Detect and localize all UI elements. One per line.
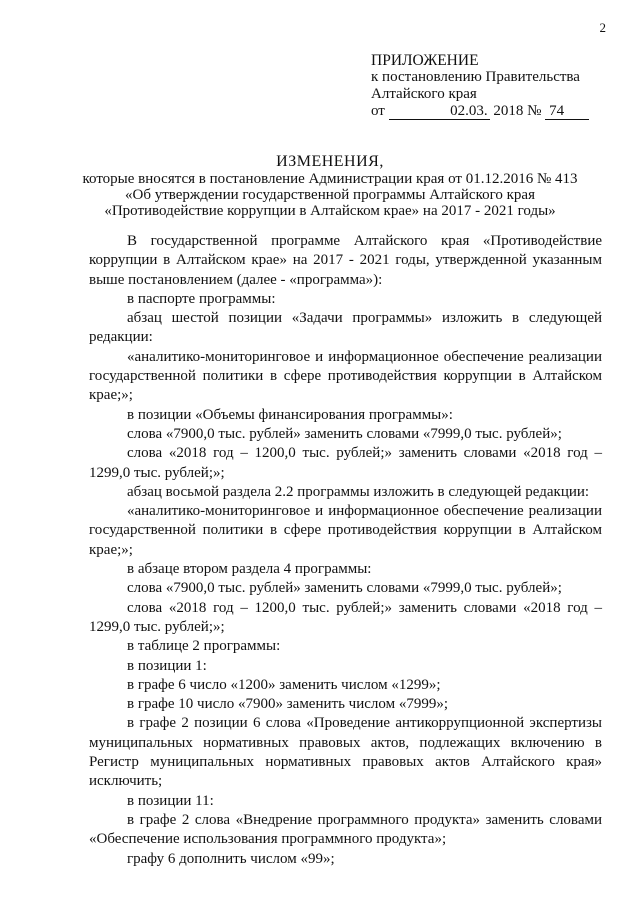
paragraph: в графе 2 слова «Внедрение программного продукта» заменить словами «Обеспечение использования программного продукта»;: [89, 811, 602, 848]
paragraph: слова «2018 год – 1200,0 тыс. рублей;» заменить словами «2018 год – 1299,0 тыс. рублей;»;: [89, 445, 602, 481]
paragraph: слова «7900,0 тыс. рублей» заменить словами «7999,0 тыс. рублей»;: [127, 425, 562, 442]
heading-line: «Противодействие коррупции в Алтайском крае» на 2017 - 2021 годы»: [104, 203, 556, 219]
date-prefix: от: [371, 103, 385, 119]
heading-line: которые вносятся в постановление Администрации края от 01.12.2016 № 413: [82, 171, 578, 187]
paragraph: В государственной программе Алтайского края «Противодействие коррупции в Алтайском крае» на 2017 - 2021 годы, утвержденной указанным выше постановлением (далее - «программа»):: [89, 233, 602, 288]
document-heading: [70, 154, 590, 219]
appendix-line: Алтайского края: [371, 86, 477, 102]
document-number: 74: [545, 104, 589, 120]
appendix-block: [371, 52, 589, 120]
paragraph: в абзаце втором раздела 4 программы:: [127, 561, 372, 578]
appendix-title: ПРИЛОЖЕНИЕ: [371, 52, 479, 69]
date-value: 02.03.: [389, 104, 490, 120]
appendix-line: к постановлению Правительства: [371, 69, 580, 85]
paragraph: в позиции 1:: [127, 657, 207, 674]
paragraph: слова «7900,0 тыс. рублей» заменить словами «7999,0 тыс. рублей»;: [127, 580, 562, 597]
paragraph: в графе 2 позиции 6 слова «Проведение антикоррупционной экспертизы муниципальных нормативных правовых актов, подлежащих включению в Регистр муниципальных нормативных правовых актов Алтайского края» исключить;: [89, 715, 602, 790]
paragraph: в графе 6 число «1200» заменить числом «1299»;: [127, 676, 441, 693]
document-body: [89, 232, 602, 869]
heading-line: «Об утверждении государственной программы Алтайского края: [124, 187, 535, 203]
paragraph: графу 6 дополнить числом «99»;: [127, 850, 335, 867]
paragraph: в позиции 11:: [127, 792, 214, 809]
paragraph: в паспорте программы:: [127, 290, 276, 307]
paragraph: «аналитико-мониторинговое и информационное обеспечение реализации государственной политики в сфере противодействия коррупции в Алтайском крае;»;: [89, 348, 602, 404]
paragraph: в таблице 2 программы:: [127, 638, 281, 655]
paragraph: слова «2018 год – 1200,0 тыс. рублей;» заменить словами «2018 год – 1299,0 тыс. рублей;»;: [89, 599, 602, 635]
appendix-date-line: [371, 103, 589, 120]
paragraph: абзац шестой позиции «Задачи программы» изложить в следующей редакции:: [89, 310, 602, 346]
paragraph: «аналитико-мониторинговое и информационное обеспечение реализации государственной политики в сфере противодействия коррупции в Алтайском крае;»;: [89, 503, 602, 558]
heading-title: ИЗМЕНЕНИЯ,: [276, 153, 384, 170]
paragraph: абзац восьмой раздела 2.2 программы изложить в следующей редакции:: [127, 483, 590, 500]
paragraph: в позиции «Объемы финансирования программы»:: [127, 406, 453, 423]
year-text: 2018 №: [493, 103, 542, 119]
paragraph: в графе 10 число «7900» заменить числом «7999»;: [127, 696, 449, 713]
page-number: 2: [599, 20, 606, 35]
